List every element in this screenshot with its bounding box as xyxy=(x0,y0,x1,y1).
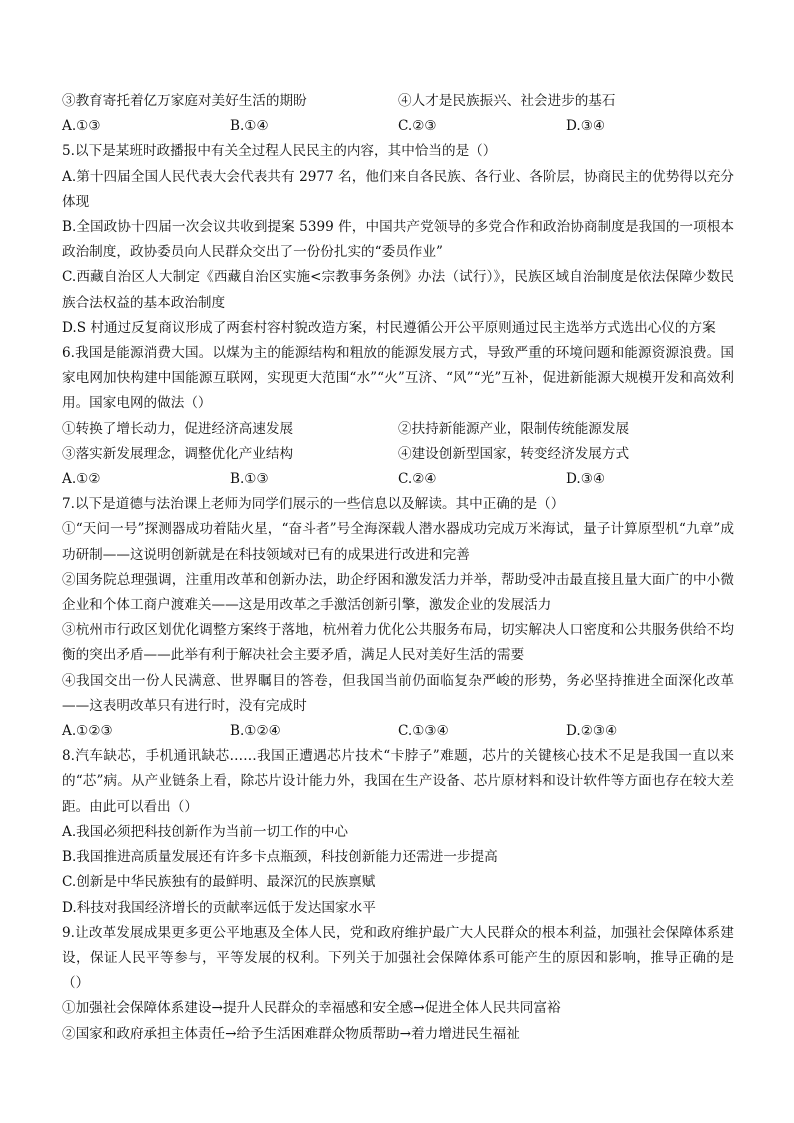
option-b: B.①②④ xyxy=(230,723,281,740)
q5-stem: 5.以下是某班时政播报中有关全过程人民民主的内容，其中恰当的是（） xyxy=(62,143,497,160)
option-d: D.②③④ xyxy=(566,723,618,740)
q6-stem: 6.我国是能源消费大国。以煤为主的能源结构和粗放的能源发展方式，导致严重的环境问题和能源资源浪费。国家电网加快构建中国能源互联网，实现更大范围“水”“火”互济、“风”“光”互补，促进新能源大规模开发和高效利用。国家电网的做法（） xyxy=(62,345,734,412)
option-a: A.①②③ xyxy=(62,723,113,740)
q9-statement-2: ②国家和政府承担主体责任→给予生活困难群众物质帮助→着力增进民生福祉 xyxy=(62,1025,520,1042)
q7-statement-3: ③杭州市行政区划优化调整方案终于落地，杭州着力优化公共服务布局，切实解决人口密度和公共服务供给不均衡的突出矛盾——此举有利于解决社会主要矛盾，满足人民对美好生活的需要 xyxy=(62,622,734,664)
q6-statements-row-1 xyxy=(62,417,734,442)
option-d: D.③④ xyxy=(566,118,606,135)
q7-statement-2: ②国务院总理强调，注重用改革和创新办法，助企纾困和激发活力并举，帮助受冲击最直接且量大面广的中小微企业和个体工商户渡难关——这是用改革之手激活创新引擎，激发企业的发展活力 xyxy=(62,571,734,614)
option-d: D.③④ xyxy=(566,471,606,488)
q5-option-a: A.第十四届全国人民代表大会代表共有 2977 名，他们来自各民族、各行业、各阶层，协商民主的优势得以充分体现 xyxy=(62,168,734,210)
option-c: C.②④ xyxy=(398,471,437,488)
q4-statement-3: ③教育寄托着亿万家庭对美好生活的期盼 xyxy=(62,93,307,109)
option-c: C.①③④ xyxy=(398,723,449,740)
q7-statement-1: ①“天问一号”探测器成功着陆火星，“奋斗者”号全海深载人潜水器成功完成万米海试，量子计算原型机“九章”成功研制——这说明创新就是在科技领域对已有的成果进行改进和完善 xyxy=(62,521,734,563)
q4-statement-4: ④人才是民族振兴、社会进步的基石 xyxy=(398,93,616,109)
q6-options xyxy=(62,467,734,492)
q5-option-d: D.S 村通过反复商议形成了两套村容村貌改造方案，村民遵循公开公平原则通过民主选举方式选出心仪的方案 xyxy=(62,319,716,336)
q7-options xyxy=(62,719,734,744)
q6-statement-4: ④建设创新型国家，转变经济发展方式 xyxy=(398,445,630,462)
q6-statements-row-2 xyxy=(62,442,734,467)
q6-statement-1: ①转换了增长动力，促进经济高速发展 xyxy=(62,420,294,437)
q8-option-a: A.我国必须把科技创新作为当前一切工作的中心 xyxy=(62,823,349,840)
q8-option-c: C.创新是中华民族独有的最鲜明、最深沉的民族禀赋 xyxy=(62,874,376,891)
q8-option-b: B.我国推进高质量发展还有许多卡点瓶颈，科技创新能力还需进一步提高 xyxy=(62,849,498,866)
q6-statement-3: ③落实新发展理念，调整优化产业结构 xyxy=(62,445,294,462)
q7-statement-4: ④我国交出一份人民满意、世界瞩目的答卷，但我国当前仍面临复杂严峻的形势，务必坚持推进全面深化改革——这表明改革只有进行时，没有完成时 xyxy=(62,672,734,714)
q6-statement-2: ②扶持新能源产业，限制传统能源发展 xyxy=(398,420,630,437)
q4-options xyxy=(62,114,734,139)
option-b: B.①③ xyxy=(230,471,269,488)
option-a: A.①② xyxy=(62,471,101,488)
q5-option-b: B.全国政协十四届一次会议共收到提案 5399 件，中国共产党领导的多党合作和政治协商制度是我国的一项根本政治制度，政协委员向人民群众交出了一份份扎实的“委员作业” xyxy=(62,219,734,261)
q9-stem: 9.让改革发展成果更多更公平地惠及全体人民，党和政府维护最广大人民群众的根本利益，加强社会保障体系建设，保证人民平等参与，平等发展的权利。下列关于加强社会保障体系可能产生的原因和影响，推导正确的是（） xyxy=(62,924,734,992)
option-a: A.①③ xyxy=(62,118,101,135)
option-b: B.①④ xyxy=(230,118,269,135)
q8-stem: 8.汽车缺芯，手机通讯缺芯……我国正遭遇芯片技术“卡脖子”难题，芯片的关键核心技术不足是我国一直以来的“芯”病。从产业链条上看，除芯片设计能力外，我国在生产设备、芯片原材料和设计软件等方面也存在较大差距。由此可以看出（） xyxy=(62,748,734,815)
q9-statement-1: ①加强社会保障体系建设→提升人民群众的幸福感和安全感→促进全体人民共同富裕 xyxy=(62,1000,561,1017)
q4-statements-row xyxy=(62,89,734,114)
option-c: C.②③ xyxy=(398,118,437,135)
q7-stem: 7.以下是道德与法治课上老师为同学们展示的一些信息以及解读。其中正确的是（） xyxy=(62,496,565,513)
q5-option-c: C.西藏自治区人大制定《西藏自治区实施<宗教事务条例》办法（试行）》，民族区域自治制度是依法保障少数民族合法权益的基本政治制度 xyxy=(62,269,734,311)
exam-page xyxy=(62,89,734,1047)
q8-option-d: D.科技对我国经济增长的贡献率远低于发达国家水平 xyxy=(62,899,376,916)
